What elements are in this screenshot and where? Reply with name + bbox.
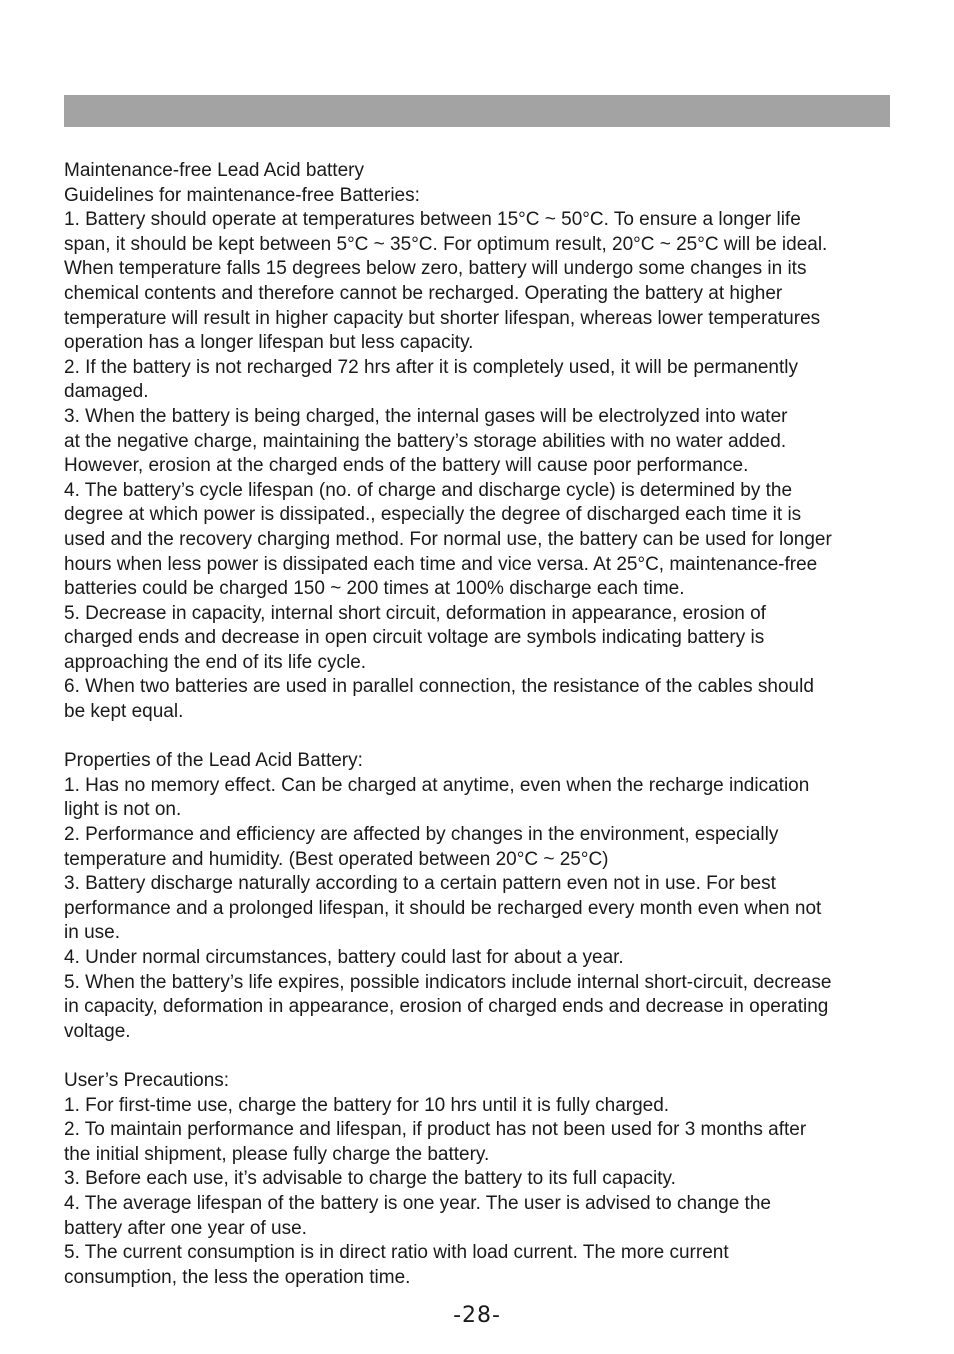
text-line: light is not on. — [64, 799, 182, 821]
text-line: in capacity, deformation in appearance, erosion of charged ends and decrease in operating — [64, 996, 829, 1018]
text-line: operation has a longer lifespan but less capacity. — [64, 332, 474, 354]
text-line: performance and a prolonged lifespan, it should be recharged every month even when not — [64, 897, 822, 919]
text-line: 2. If the battery is not recharged 72 hrs after it is completely used, it will be permanently — [64, 356, 798, 378]
text-line: However, erosion at the charged ends of the battery will cause poor performance. — [64, 455, 749, 477]
text-line: When temperature falls 15 degrees below zero, battery will undergo some changes in its — [64, 258, 807, 280]
section-heading: Properties of the Lead Acid Battery: — [64, 750, 363, 772]
text-line: 4. The battery’s cycle lifespan (no. of charge and discharge cycle) is determined by the — [64, 479, 793, 501]
text-line: be kept equal. — [64, 701, 184, 723]
text-line: 5. Decrease in capacity, internal short circuit, deformation in appearance, erosion of — [64, 602, 766, 624]
section-spacer — [64, 725, 894, 750]
text-line: 3. Battery discharge naturally according to a certain pattern even not in use. For best — [64, 873, 776, 895]
header-bar — [64, 95, 890, 127]
section-maintenance-guidelines — [64, 159, 894, 725]
text-line: battery after one year of use. — [64, 1217, 307, 1239]
text-line: at the negative charge, maintaining the battery’s storage abilities with no water added. — [64, 430, 787, 452]
page-number: -28- — [453, 1303, 501, 1328]
text-line: used and the recovery charging method. For normal use, the battery can be used for longer — [64, 528, 832, 550]
text-line: batteries could be charged 150 ~ 200 times at 100% discharge each time. — [64, 578, 685, 600]
section-properties — [64, 749, 894, 1044]
text-line: temperature and humidity. (Best operated between 20°C ~ 25°C) — [64, 848, 609, 870]
text-line: 6. When two batteries are used in parallel connection, the resistance of the cables should — [64, 676, 814, 698]
section-heading: User’s Precautions: — [64, 1069, 230, 1091]
section-user-precautions — [64, 1069, 894, 1290]
text-line: 5. The current consumption is in direct ratio with load current. The more current — [64, 1242, 729, 1264]
text-line: 4. Under normal circumstances, battery could last for about a year. — [64, 947, 624, 968]
text-line: hours when less power is dissipated each time and vice versa. At 25°C, maintenance-free — [64, 553, 818, 575]
text-line: 2. Performance and efficiency are affected by changes in the environment, especially — [64, 824, 779, 846]
text-line: 2. To maintain performance and lifespan, if product has not been used for 3 months after — [64, 1119, 807, 1141]
text-line: 1. Has no memory effect. Can be charged at anytime, even when the recharge indication — [64, 774, 810, 796]
text-line: 1. Battery should operate at temperatures between 15°C ~ 50°C. To ensure a longer life — [64, 209, 801, 231]
text-line: consumption, the less the operation time. — [64, 1266, 411, 1288]
text-line: charged ends and decrease in open circuit voltage are symbols indicating battery is — [64, 627, 765, 649]
text-line: degree at which power is dissipated., especially the degree of discharged each time it is — [64, 504, 802, 526]
text-line: the initial shipment, please fully charge the battery. — [64, 1143, 490, 1165]
section-heading: Maintenance-free Lead Acid battery — [64, 160, 364, 181]
text-line: approaching the end of its life cycle. — [64, 651, 367, 673]
text-line: 3. Before each use, it’s advisable to charge the battery to its full capacity. — [64, 1168, 676, 1190]
text-line: span, it should be kept between 5°C ~ 35°C. For optimum result, 20°C ~ 25°C will be ideal. — [64, 233, 828, 255]
text-line: 1. For first-time use, charge the battery for 10 hrs until it is fully charged. — [64, 1094, 670, 1116]
text-line: chemical contents and therefore cannot be recharged. Operating the battery at higher — [64, 282, 783, 304]
text-line: 3. When the battery is being charged, the internal gases will be electrolyzed into water — [64, 405, 788, 427]
text-line: 5. When the battery’s life expires, possible indicators include internal short-circuit, decrease — [64, 971, 832, 993]
text-line: 4. The average lifespan of the battery is one year. The user is advised to change the — [64, 1192, 771, 1214]
text-line: voltage. — [64, 1020, 131, 1042]
text-line: temperature will result in higher capacity but shorter lifespan, whereas lower temperatures — [64, 307, 821, 329]
section-spacer — [64, 1044, 894, 1069]
text-line: damaged. — [64, 381, 149, 403]
section-subheading: Guidelines for maintenance-free Batteries: — [64, 184, 420, 206]
text-line: in use. — [64, 922, 120, 944]
document-body — [64, 159, 894, 1290]
